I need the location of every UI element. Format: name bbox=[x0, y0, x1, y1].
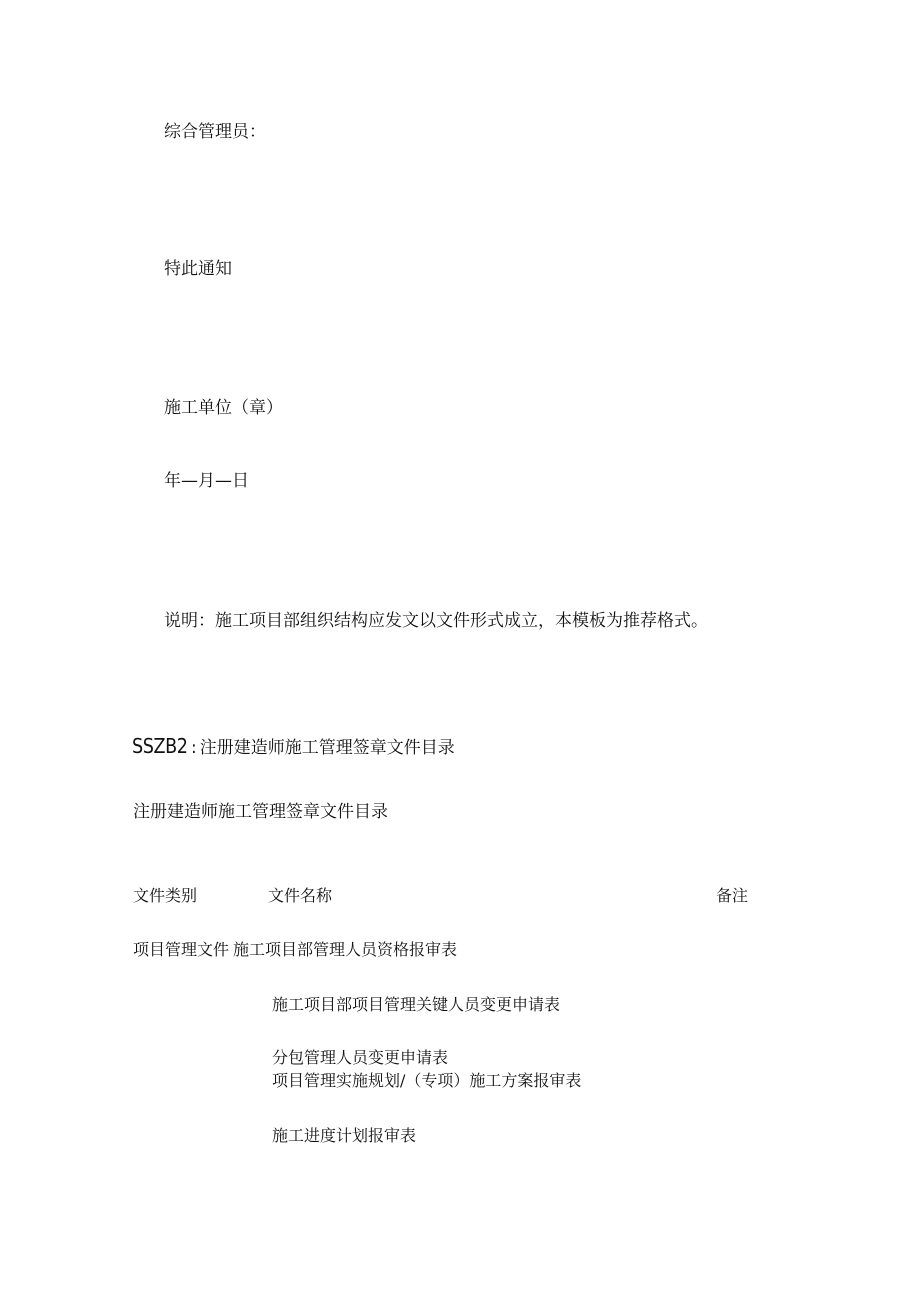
manager-label: 综合管理员： bbox=[164, 122, 266, 142]
table-row: 施工项目部管理人员资格报审表 bbox=[233, 940, 458, 959]
table-row: 施工项目部项目管理关键人员变更申请表 bbox=[272, 995, 561, 1014]
header-category: 文件类别 bbox=[133, 886, 198, 905]
section-heading bbox=[132, 736, 455, 757]
closing-text: 特此通知 bbox=[164, 259, 232, 279]
section-code: SSZB2 bbox=[132, 734, 188, 758]
table-row: 分包管理人员变更申请表 bbox=[272, 1048, 449, 1067]
catalog-subtitle: 注册建造师施工管理签章文件目录 bbox=[133, 802, 388, 822]
unit-seal-label: 施工单位（章） bbox=[164, 398, 283, 418]
header-remark: 备注 bbox=[716, 886, 749, 905]
table-row: 项目管理实施规划/（专项）施工方案报审表 bbox=[272, 1071, 582, 1090]
category-project-management: 项目管理文件 bbox=[133, 940, 230, 959]
header-name: 文件名称 bbox=[268, 886, 333, 905]
explanation-note: 说明：施工项目部组织结构应发文以文件形式成立，本模板为推荐格式。 bbox=[164, 611, 708, 631]
section-separator: : bbox=[191, 738, 197, 758]
table-row: 施工进度计划报审表 bbox=[272, 1126, 417, 1145]
date-line: 年—月—日 bbox=[164, 471, 249, 491]
section-heading-text: 注册建造师施工管理签章文件目录 bbox=[199, 738, 455, 758]
